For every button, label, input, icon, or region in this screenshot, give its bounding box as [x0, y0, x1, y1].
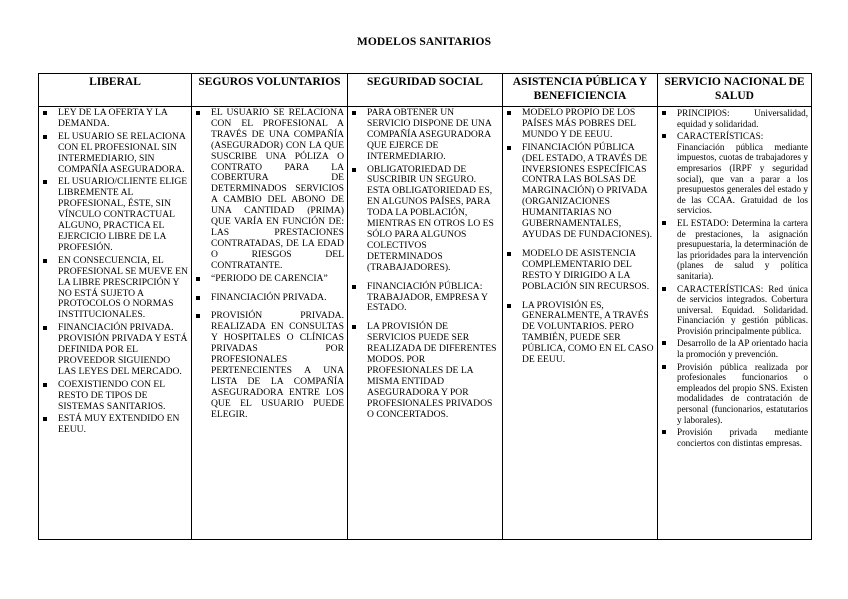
- bullet-icon: [507, 111, 511, 115]
- bullet-icon: [352, 325, 356, 329]
- bullet-icon: [662, 365, 666, 369]
- list-item: OBLIGATORIEDAD DE SUSCRIBIR UN SEGURO. ESTA OBLIGATORIEDAD ES, EN ALGUNOS PAÍSES, PARA TODA LA POBLACIÓN, MIENTRAS EN OTROS LO ES SÓLO PARA ALGUNOS COLECTIVOS DETERMINADOS (TRABAJADORES).: [350, 165, 499, 274]
- list-item: Desarrollo de la AP orientado hacia la promoción y prevención.: [660, 338, 808, 359]
- cell-liberal: [39, 107, 192, 540]
- bullet-icon: [662, 287, 666, 291]
- cell-seguros-voluntarios: [192, 107, 348, 540]
- list-item: EL USUARIO/CLIENTE ELIGE LIBREMENTE AL PROFESIONAL, ÉSTE, SIN VÍNCULO CONTRACTUAL ALGUNO, PRACTICA EL EJERCICIO LIBRE DE LA PROFESIÓN.: [41, 177, 188, 253]
- list-item: EN CONSECUENCIA, EL PROFESIONAL SE MUEVE EN LA LIBRE PRESCRIPCIÓN Y NO ESTÁ SUJETO A PROTOCOLOS O NORMAS INSTITUCIONALES.: [41, 256, 188, 321]
- list-item: EL USUARIO SE RELACIONA CON EL PROFESIONAL SIN INTERMEDIARIO, SIN COMPAÑÍA ASEGURADORA.: [41, 132, 188, 176]
- bullet-icon: [662, 430, 666, 434]
- list-item: EL ESTADO: Determina la cartera de prestaciones, la asignación presupuestaria, la determinación de las prioridades para la intervención (planes de salud y política sanitaria).: [660, 218, 808, 282]
- list-item: LEY DE LA OFERTA Y LA DEMANDA.: [41, 108, 188, 130]
- list-liberal: [41, 108, 188, 436]
- page-title: MODELOS SANITARIOS: [356, 36, 492, 48]
- list-item: Provisión pública realizada por profesionales funcionarios o empleados del propio SNS. Existen modalidades de contratación de personal (funcionarios, estatutarios y laborales).: [660, 362, 808, 426]
- bullet-icon: [196, 111, 200, 115]
- table-body-row: [39, 107, 812, 540]
- list-asistencia-publica: [505, 108, 654, 366]
- bullet-icon: [352, 111, 356, 115]
- bullet-icon: [507, 304, 511, 308]
- header-seguridad-social: SEGURIDAD SOCIAL: [348, 74, 503, 107]
- cell-asistencia-publica: [503, 107, 658, 540]
- bullet-icon: [507, 252, 511, 256]
- list-item: ESTÁ MUY EXTENDIDO EN EEUU.: [41, 414, 188, 436]
- list-seguridad-social: [350, 108, 499, 420]
- bullet-icon: [196, 277, 200, 281]
- bullet-icon: [662, 341, 666, 345]
- bullet-icon: [43, 383, 47, 387]
- list-item: PROVISIÓN PRIVADA. REALIZADA EN CONSULTAS Y HOSPITALES O CLÍNICAS PRIVADAS POR PROFESIONALES PERTENECIENTES A UNA LISTA DE LA COMPAÑÍA ASEGURADORA ENTRE LOS QUE EL USUARIO PUEDE ELEGIR.: [194, 311, 344, 420]
- cell-servicio-nacional: [658, 107, 812, 540]
- list-item: LA PROVISIÓN DE SERVICIOS PUEDE SER REALIZADA DE DIFERENTES MODOS. POR PROFESIONALES DE LA MISMA ENTIDAD ASEGURADORA Y POR PROFESIONALES PRIVADOS O CONCERTADOS.: [350, 322, 499, 420]
- list-item: EL USUARIO SE RELACIONA CON EL PROFESIONAL A TRAVÉS DE UNA COMPAÑÍA (ASEGURADOR) CON LA QUE SUSCRIBE UNA PÓLIZA O CONTRATO PARA LA COBERTURA DE DETERMINADOS SERVICIOS A CAMBIO DEL ABONO DE UNA CANTIDAD (PRIMA) QUE VARÍA EN FUNCIÓN DE: LAS PRESTACIONES CONTRATADAS, DE LA EDAD O RIESGOS DEL CONTRATANTE.: [194, 108, 344, 272]
- bullet-icon: [43, 259, 47, 263]
- cell-seguridad-social: [348, 107, 503, 540]
- list-item: PRINCIPIOS: Universalidad, equidad y solidaridad.: [660, 108, 808, 129]
- bullet-icon: [196, 314, 200, 318]
- header-liberal: LIBERAL: [39, 74, 192, 107]
- bullet-icon: [352, 285, 356, 289]
- models-table: [38, 73, 812, 540]
- list-item: “PERIODO DE CARENCIA”: [194, 274, 344, 285]
- list-item: FINANCIACIÓN PÚBLICA (DEL ESTADO, A TRAVÉS DE INVERSIONES ESPECÍFICAS CONTRA LAS BOLSAS DE MARGINACIÓN) O PRIVADA (ORGANIZACIONES HUMANITARIAS NO GUBERNAMENTALES, AYUDAS DE FUNDACIONES).: [505, 143, 654, 241]
- list-item: CARACTERÍSTICAS: Financiación pública mediante impuestos, cuotas de trabajadores y empresarios (IRPF y seguridad social), que van a parar a los presupuestos generales del estado y de las CCAA. Gratuidad de los servicios.: [660, 131, 808, 216]
- bullet-icon: [662, 134, 666, 138]
- list-item: FINANCIACIÓN PÚBLICA: TRABAJADOR, EMPRESA Y ESTADO.: [350, 282, 499, 315]
- header-asistencia-publica: ASISTENCIA PÚBLICA Y BENEFICIENCIA: [503, 74, 658, 107]
- bullet-icon: [43, 135, 47, 139]
- list-servicio-nacional: [660, 108, 808, 448]
- bullet-icon: [196, 296, 200, 300]
- list-item: FINANCIACIÓN PRIVADA.: [194, 293, 344, 304]
- header-servicio-nacional: SERVICIO NACIONAL DE SALUD: [658, 74, 812, 107]
- bullet-icon: [43, 417, 47, 421]
- bullet-icon: [43, 111, 47, 115]
- bullet-icon: [43, 326, 47, 330]
- bullet-icon: [352, 168, 356, 172]
- list-item: Provisión privada mediante conciertos con distintas empresas.: [660, 427, 808, 448]
- list-item: CARACTERÍSTICAS: Red única de servicios integrados. Cobertura universal. Equidad. Solidaridad. Financiación y gestión públicas. Provisión principalmente pública.: [660, 284, 808, 337]
- list-item: PARA OBTENER UN SERVICIO DISPONE DE UNA COMPAÑÍA ASEGURADORA QUE EJERCE DE INTERMEDIARIO.: [350, 108, 499, 163]
- list-seguros-voluntarios: [194, 108, 344, 420]
- list-item: MODELO DE ASISTENCIA COMPLEMENTARIO DEL RESTO Y DIRIGIDO A LA POBLACIÓN SIN RECURSOS.: [505, 249, 654, 293]
- list-item: LA PROVISIÓN ES, GENERALMENTE, A TRAVÉS DE VOLUNTARIOS. PERO TAMBIÉN, PUEDE SER PÚBLICA, COMO EN EL CASO DE EEUU.: [505, 301, 654, 366]
- list-item: MODELO PROPIO DE LOS PAÍSES MÁS POBRES DEL MUNDO Y DE EEUU.: [505, 108, 654, 141]
- bullet-icon: [43, 180, 47, 184]
- bullet-icon: [507, 146, 511, 150]
- list-item: FINANCIACIÓN PRIVADA. PROVISIÓN PRIVADA Y ESTÁ DEFINIDA POR EL PROVEEDOR SIGUIENDO LAS LEYES DEL MERCADO.: [41, 323, 188, 378]
- list-item: COEXISTIENDO CON EL RESTO DE TIPOS DE SISTEMAS SANITARIOS.: [41, 380, 188, 413]
- table-header-row: [39, 74, 812, 107]
- bullet-icon: [662, 111, 666, 115]
- bullet-icon: [662, 221, 666, 225]
- header-seguros-voluntarios: SEGUROS VOLUNTARIOS: [192, 74, 348, 107]
